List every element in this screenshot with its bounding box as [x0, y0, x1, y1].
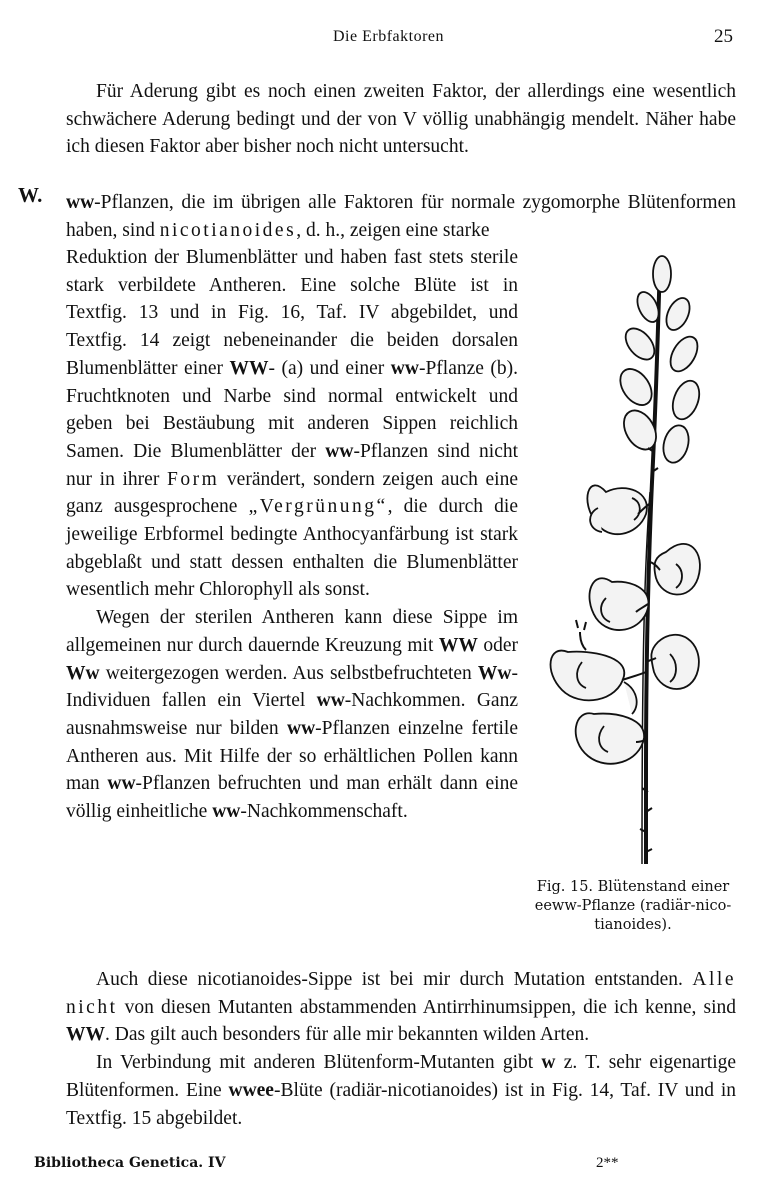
flower-inflorescence-illustration — [528, 252, 744, 872]
text-run: - (a) und einer — [268, 357, 385, 379]
text-run: -Individuen fallen ein Viertel — [66, 662, 519, 712]
running-head: Die Erbfaktoren — [332, 28, 444, 45]
text-run: Reduktion der Blumenblätter und haben fast stets sterile stark verbildete Antheren. Eine solche Blüte ist in Textfig. 13 und in Fig. 16, Taf. IV abgebildet, und Textfig. 14 zeigt nebeneinander die beiden dorsalen Blumenblätter einer — [66, 247, 518, 379]
paragraph-ww-intro-tail: , d. h., zeigen eine starke — [296, 219, 490, 241]
paragraph-aderung — [66, 78, 736, 161]
text-run: Auch diese nicotianoides-Sippe ist bei mir durch Mutation entstanden. — [96, 969, 683, 990]
term-form: Form — [166, 468, 220, 490]
text-run: z. T. sehr eigenartige Blütenformen. Eine — [66, 1052, 737, 1101]
genotype-ww: ww — [325, 440, 354, 462]
paragraph-ww-continued — [66, 244, 518, 604]
footer-signature-mark: 2** — [596, 1155, 619, 1171]
genotype-wwee: wwee — [228, 1079, 274, 1101]
caption-line-1: Fig. 15. Blütenstand einer — [536, 879, 730, 895]
genotype-ww: ww — [66, 192, 95, 213]
text-run: -Pflanze (b). Fruchtknoten und Narbe sind normal entwickelt und geben bei Bestäubung mit anderen Sippen reichlich Samen. Die Blumenblätter der — [66, 357, 519, 462]
term-nicotianoides: nicotianoides — [159, 219, 297, 241]
text-run: , die durch die jeweilige Erbformel bedingte Anthocyanfärbung ist stark abgeblaßt und statt dessen enthalten die Blumenblätter wesentlich mehr Chlorophyll als sonst. — [66, 496, 518, 601]
text-run: -Pflanzen einzelne fertile Antheren aus. Mit Hilfe der so erhältlichen Pollen kann man — [66, 717, 518, 795]
caption-line-2: eeww-Pflanze (radiär-nico- — [534, 898, 732, 914]
lower-text — [66, 966, 736, 1132]
text-run: oder — [483, 634, 519, 656]
caption-line-3: tianoides). — [594, 917, 672, 933]
footer-series-title: Bibliotheca Genetica. IV — [34, 1155, 226, 1171]
genotype-WW: WW — [66, 1024, 105, 1046]
text-run: -Nachkommen. Ganz ausnahmsweise nur bilden — [66, 690, 518, 739]
term-alle-nicht: Alle nicht — [66, 969, 736, 1018]
genotype-WW: WW — [438, 634, 478, 656]
term-vergruenung: „Vergrünung“ — [248, 496, 388, 518]
text-run: weitergezogen werden. Aus selbstbefruchteten — [105, 662, 472, 684]
text-run: -Nachkommenschaft. — [240, 801, 408, 823]
page-number: 25 — [714, 26, 733, 47]
narrow-column — [66, 244, 518, 826]
text-run: von diesen Mutanten abstammenden Antirrhinumsippen, die ich kenne, sind — [124, 996, 736, 1018]
paragraph-sterile-antheren — [66, 604, 518, 826]
text-run: -Pflanzen sind nicht nur in ihrer — [66, 440, 519, 490]
genotype-ww: ww — [316, 690, 345, 712]
text-run: Wegen der sterilen Antheren kann diese Sippe im allgemeinen nur durch dauernde Kreuzung mit — [66, 607, 518, 656]
text-run: . Das gilt auch besonders für alle mir bekannten wilden Arten. — [105, 1024, 590, 1046]
genotype-Ww: Ww — [477, 662, 512, 684]
text-run: verändert, sondern zeigen auch eine ganz ausgesprochene — [66, 468, 518, 518]
paragraph-ww-intro-text: -Pflanzen, die im übrigen alle Faktoren für normale zygomorphe Blütenformen haben, sind — [66, 192, 736, 241]
allele-w: w — [541, 1052, 556, 1074]
genotype-ww: ww — [212, 801, 241, 823]
genotype-WW: WW — [229, 357, 269, 379]
figure-caption — [522, 878, 744, 935]
text-run: -Blüte (radiär-nicotianoides) ist in Fig. 14, Taf. IV und in Textfig. 15 abgebildet. — [66, 1079, 736, 1129]
figure-15 — [528, 252, 744, 872]
paragraph-aderung-text: Für Aderung gibt es noch einen zweiten Faktor, der allerdings eine wesentlich schwächere Aderung bedingt und der von V völlig unabhängig mendelt. Näher habe ich diesen Faktor aber bisher noch nicht untersucht. — [66, 81, 736, 158]
text-run: -Pflanzen befruchten und man erhält dann eine völlig einheitliche — [66, 773, 518, 823]
genotype-Ww: Ww — [66, 662, 100, 684]
genotype-ww: ww — [107, 773, 136, 795]
genotype-ww: ww — [390, 357, 419, 379]
genotype-ww: ww — [286, 717, 316, 739]
paragraph-mutation — [66, 966, 736, 1049]
text-run: In Verbindung mit anderen Blütenform-Mutanten gibt — [96, 1052, 534, 1074]
paragraph-verbindung — [66, 1049, 736, 1132]
paragraph-ww-intro — [66, 189, 736, 244]
section-marker: W. — [18, 183, 43, 207]
